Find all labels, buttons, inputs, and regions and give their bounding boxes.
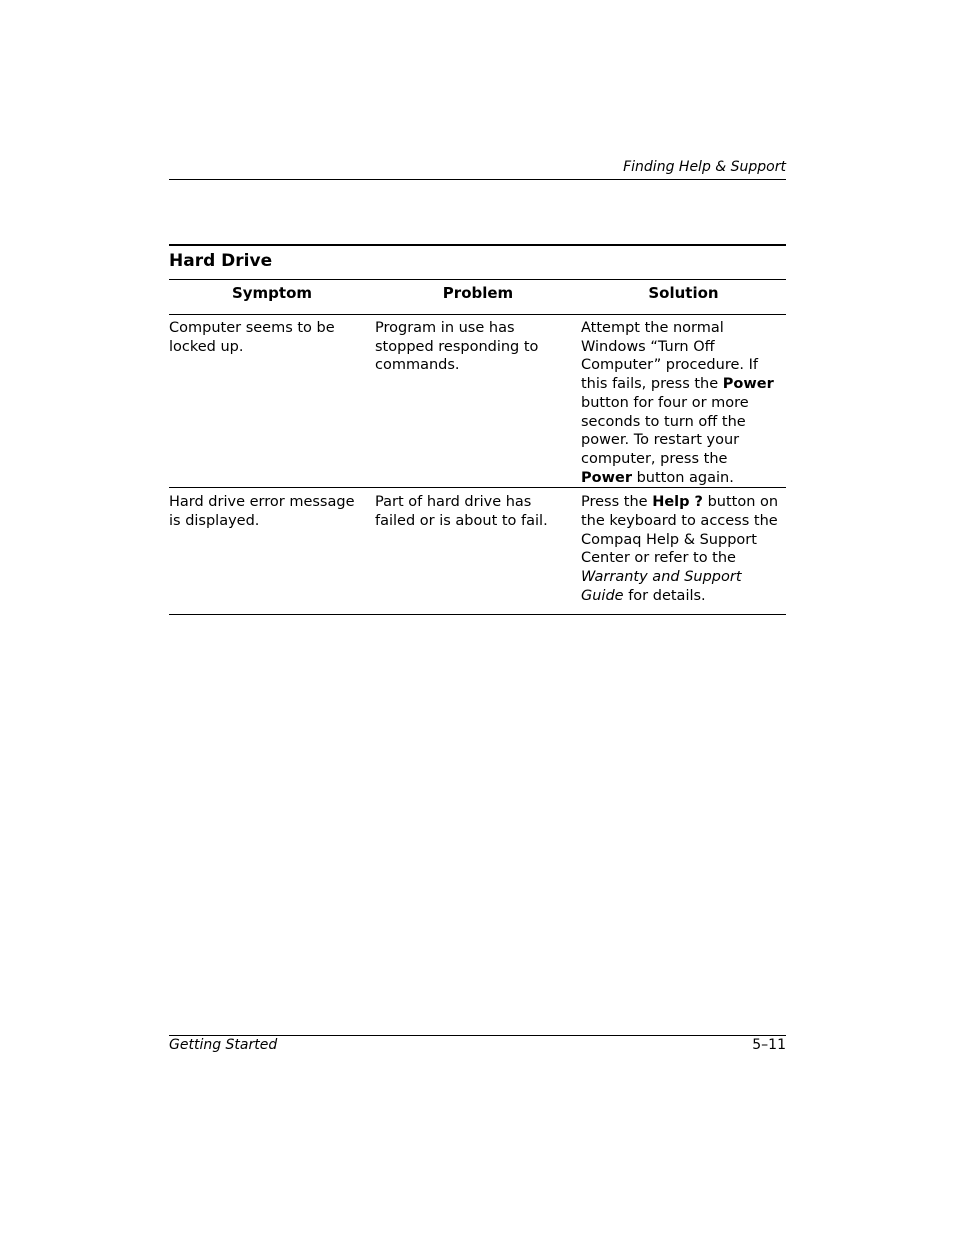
problem-cell: Program in use has stopped responding to commands. (375, 315, 581, 488)
power-keyword: Power (581, 469, 632, 486)
symptom-cell: Computer seems to be locked up. (169, 315, 375, 488)
column-header-solution: Solution (581, 280, 786, 315)
solution-cell: Press the Help ? button on the keyboard to access the Compaq Help & Support Center or refer to the Warranty and Support Guide for details. (581, 488, 786, 615)
table-row (169, 488, 786, 615)
column-header-problem: Problem (375, 280, 581, 315)
guide-title: Warranty and Support Guide (581, 569, 742, 604)
page-number: 5–11 (752, 1037, 786, 1053)
problem-cell: Part of hard drive has failed or is about to fail. (375, 488, 581, 615)
table-title-row (169, 244, 786, 280)
solution-cell: Attempt the normal Windows “Turn Off Computer” procedure. If this fails, press the Power button for four or more seconds to turn off the power. To restart your computer, press the Power button again. (581, 315, 786, 488)
table-header-row (169, 280, 786, 315)
table-title: Hard Drive (169, 251, 273, 271)
power-keyword: Power (722, 376, 774, 393)
symptom-table (169, 280, 786, 615)
table-row (169, 315, 786, 488)
column-header-symptom: Symptom (169, 280, 375, 315)
running-header: Finding Help & Support (623, 159, 786, 175)
header-rule (169, 179, 786, 180)
footer-document-title: Getting Started (169, 1037, 278, 1053)
troubleshooting-table (169, 244, 786, 615)
symptom-cell: Hard drive error message is displayed. (169, 488, 375, 615)
help-keyword: Help ? (652, 494, 703, 511)
